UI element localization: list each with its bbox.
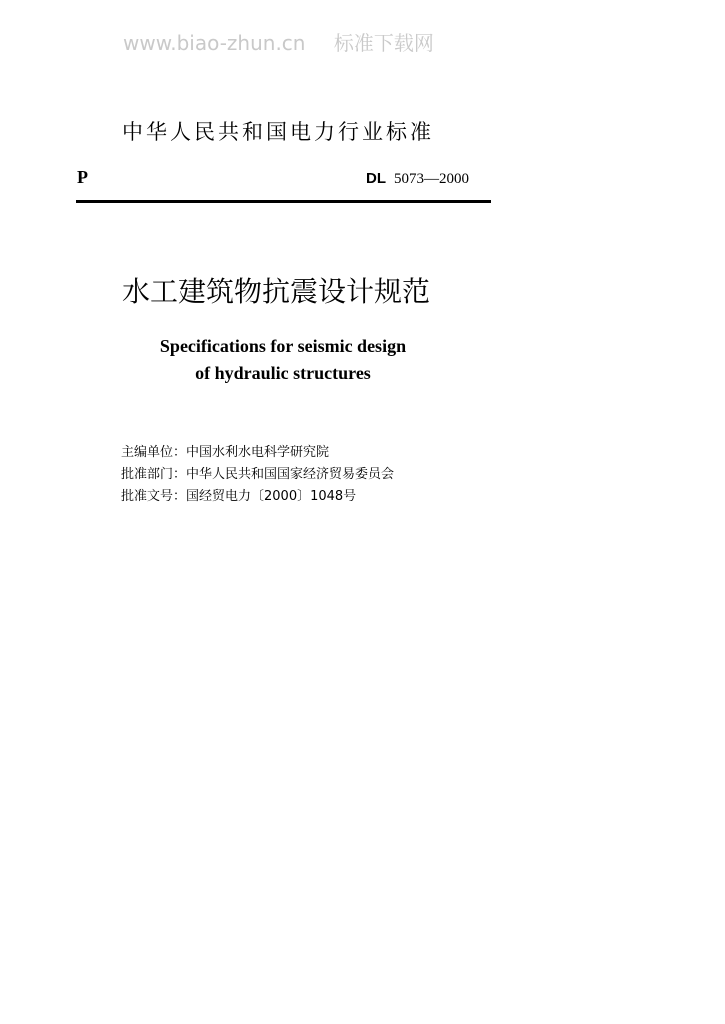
watermark-site-name: 标准下载网 xyxy=(333,31,434,55)
publication-info xyxy=(121,442,394,508)
editor-unit: 主编单位：中国水利水电科学研究院 xyxy=(121,445,330,460)
watermark-url: www.biao-zhun.cn xyxy=(123,31,306,55)
standard-number: 5073—2000 xyxy=(394,171,469,187)
standard-prefix: DL xyxy=(366,170,386,187)
standard-code xyxy=(366,169,469,188)
standard-type-heading: 中华人民共和国电力行业标准 xyxy=(122,120,434,144)
english-title-line-1: Specifications for seismic design xyxy=(159,336,407,356)
classification-letter: P xyxy=(77,167,88,187)
header-divider xyxy=(76,200,491,203)
watermark xyxy=(123,27,434,56)
approving-department: 批准部门：中华人民共和国国家经济贸易委员会 xyxy=(121,467,395,482)
document-title-chinese: 水工建筑物抗震设计规范 xyxy=(122,275,431,308)
english-title-line-2: of hydraulic structures xyxy=(195,363,371,383)
document-title-english xyxy=(60,333,506,387)
approval-document-number: 批准文号：国经贸电力〔2000〕1048号 xyxy=(121,489,357,504)
